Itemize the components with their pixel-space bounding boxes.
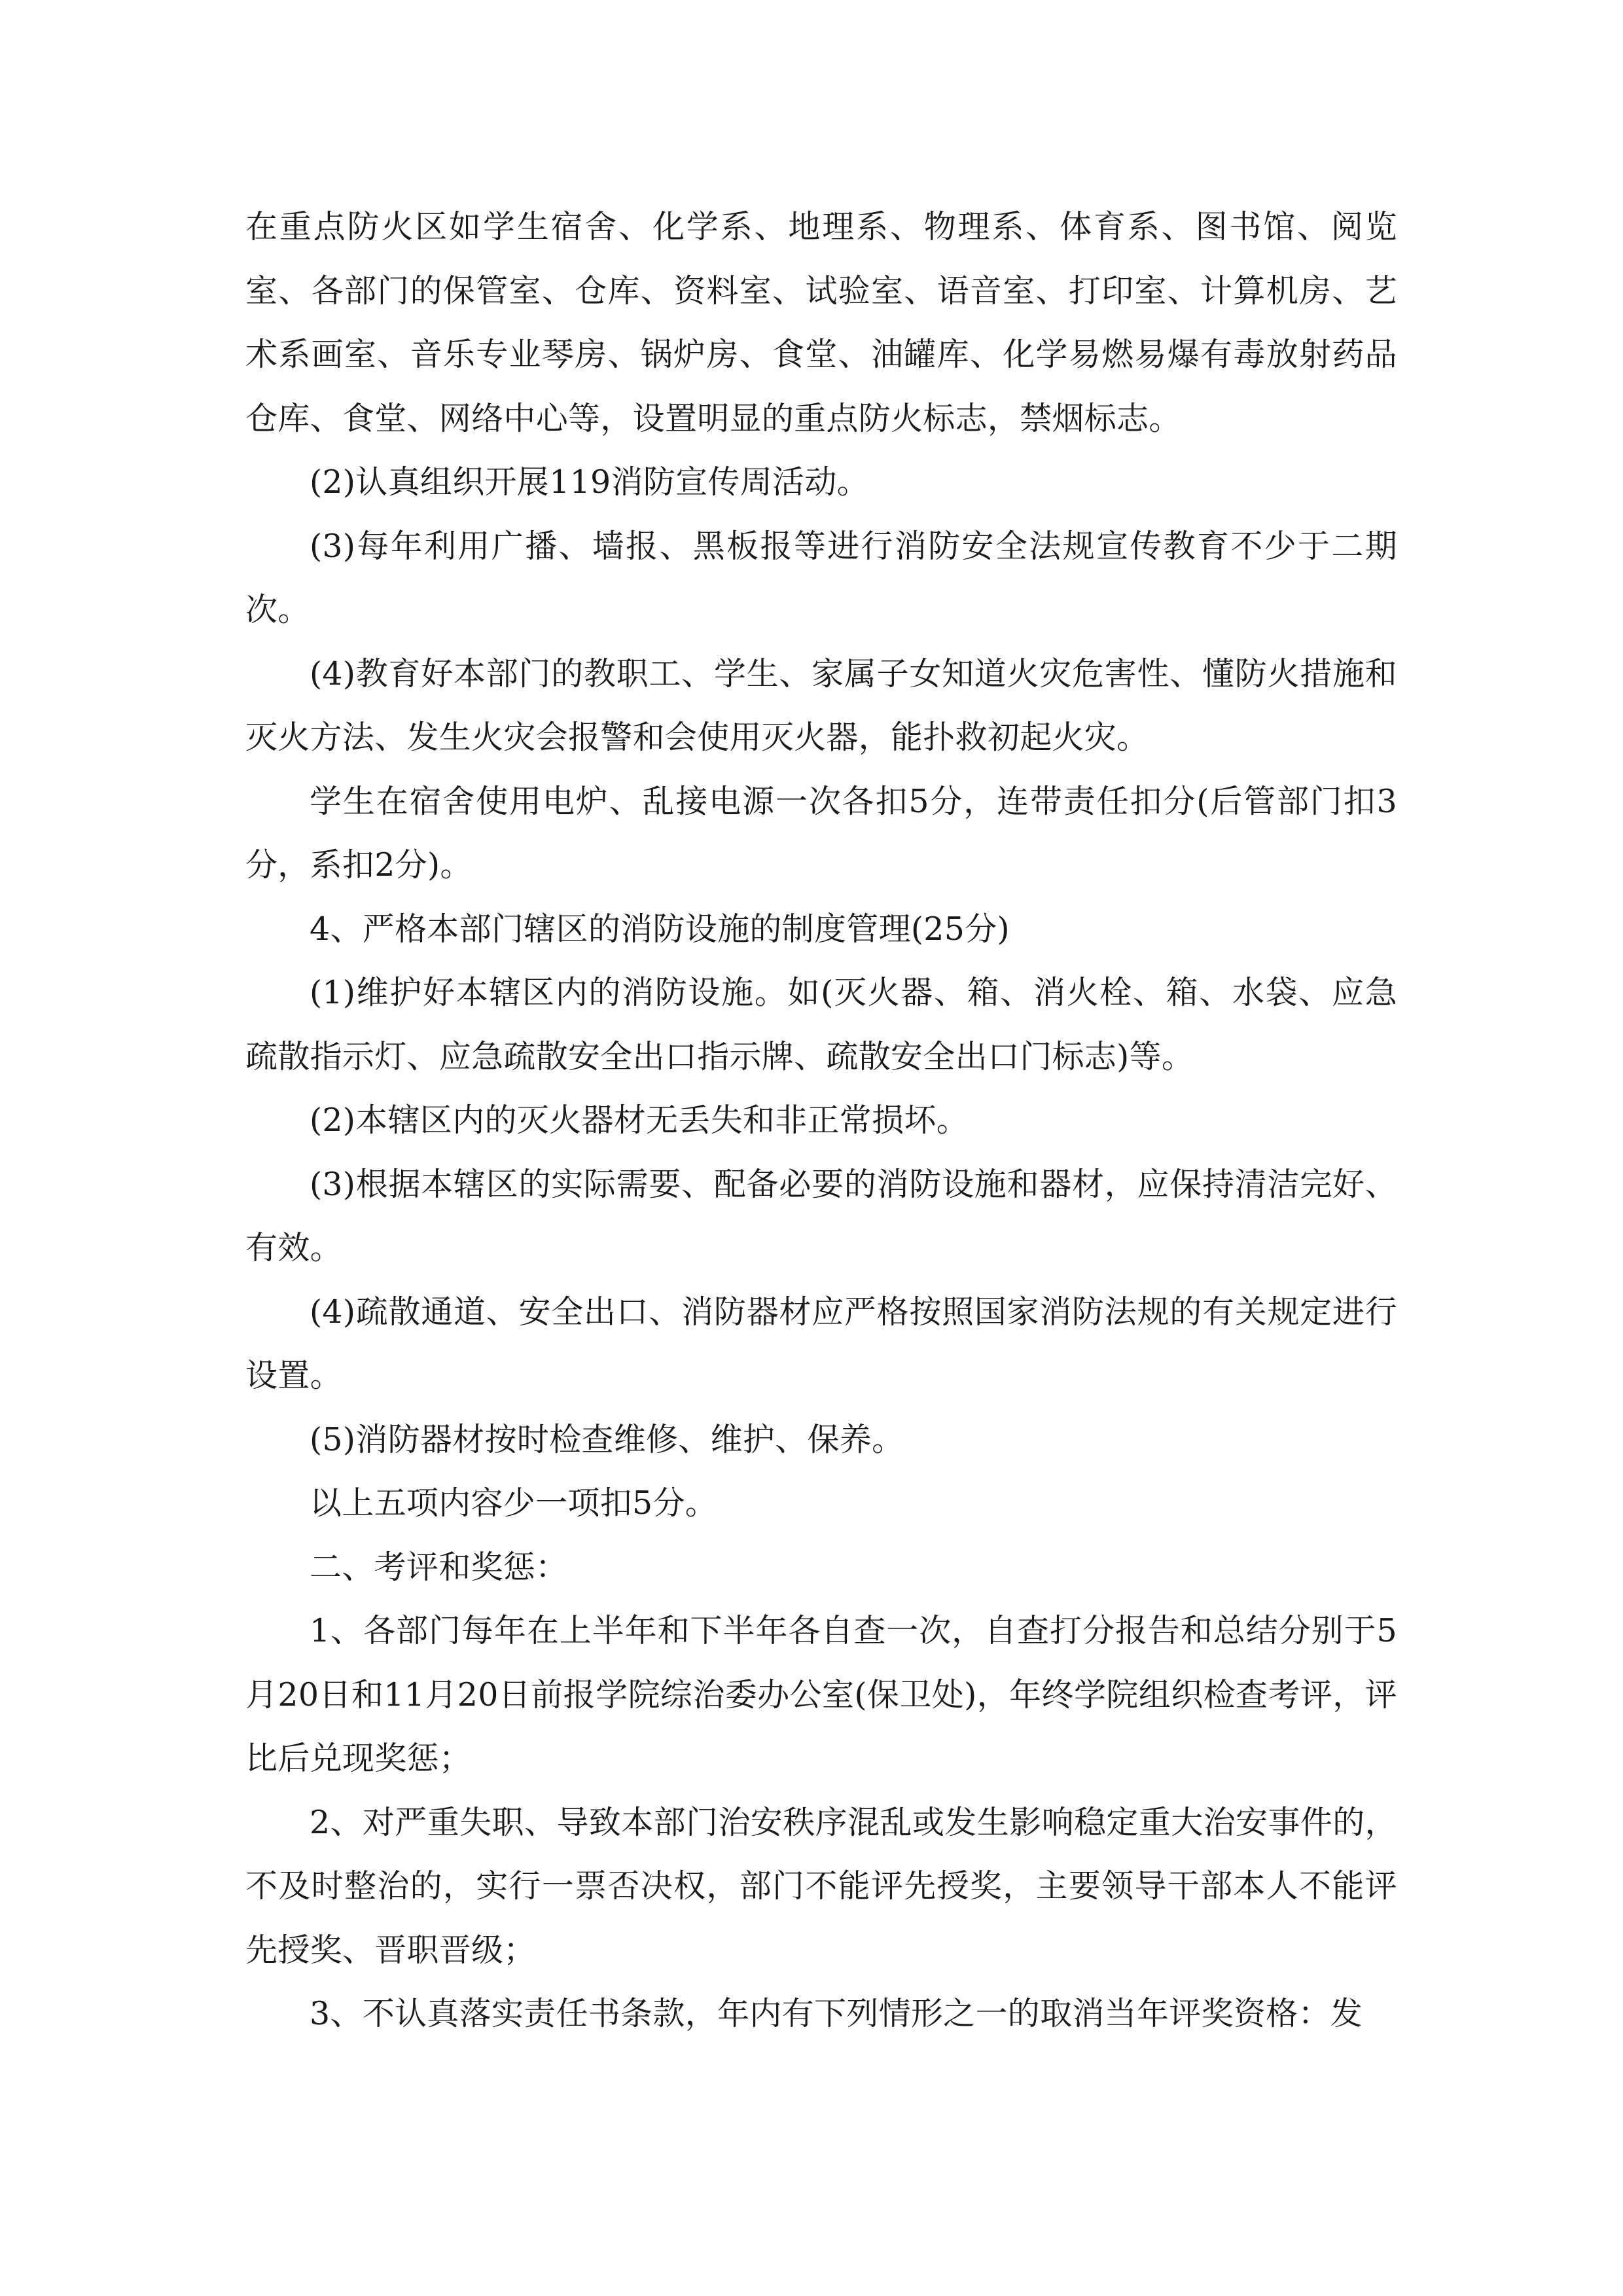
paragraph-facility-item-3: (3)根据本辖区的实际需要、配备必要的消防设施和器材，应保持清洁完好、有效。	[245, 1165, 1397, 1266]
paragraph-dorm-penalty: 学生在宿舍使用电炉、乱接电源一次各扣5分，连带责任扣分(后管部门扣3分，系扣2分)。	[245, 782, 1397, 884]
section-heading-4-facilities: 4、严格本部门辖区的消防设施的制度管理(25分)	[310, 910, 1010, 948]
paragraph-evaluation-2: 2、对严重失职、导致本部门治安秩序混乱或发生影响稳定重大治安事件的，不及时整治的，实行一票否决权，部门不能评先授奖，主要领导干部本人不能评先授奖、晋职晋级；	[245, 1803, 1397, 1969]
paragraph-facility-item-2: (2)本辖区内的灭火器材无丢失和非正常损坏。	[310, 1102, 969, 1139]
paragraph-evaluation-1: 1、各部门每年在上半年和下半年各自查一次，自查打分报告和总结分别于5月20日和11月20日前报学院综治委办公室(保卫处)，年终学院组织检查考评，评比后兑现奖惩；	[245, 1612, 1397, 1777]
paragraph-facility-item-4: (4)疏散通道、安全出口、消防器材应严格按照国家消防法规的有关规定进行设置。	[245, 1293, 1397, 1394]
paragraph-item-2-fire-week: (2)认真组织开展119消防宣传周活动。	[310, 463, 869, 501]
paragraph-facility-item-1: (1)维护好本辖区内的消防设施。如(灭火器、箱、消火栓、箱、水袋、应急疏散指示灯、应急疏散安全出口指示牌、疏散安全出口门标志)等。	[245, 974, 1397, 1075]
paragraph-item-4-education: (4)教育好本部门的教职工、学生、家属子女知道火灾危害性、懂防火措施和灭火方法、发生火灾会报警和会使用灭火器，能扑救初起火灾。	[245, 655, 1397, 756]
paragraph-evaluation-3: 3、不认真落实责任书条款，年内有下列情形之一的取消当年评奖资格：发	[310, 1995, 1363, 2032]
document-body	[245, 195, 1397, 2046]
section-heading-evaluation: 二、考评和奖惩：	[310, 1548, 568, 1586]
paragraph-fire-zones: 在重点防火区如学生宿舍、化学系、地理系、物理系、体育系、图书馆、阅览室、各部门的保管室、仓库、资料室、试验室、语音室、打印室、计算机房、艺术系画室、音乐专业琴房、锅炉房、食堂、油罐库、化学易燃易爆有毒放射药品仓库、食堂、网络中心等，设置明显的重点防火标志，禁烟标志。	[245, 208, 1397, 437]
paragraph-facility-penalty: 以上五项内容少一项扣5分。	[310, 1484, 718, 1522]
paragraph-item-3-publicity: (3)每年利用广播、墙报、黑板报等进行消防安全法规宣传教育不少于二期次。	[245, 527, 1397, 628]
paragraph-facility-item-5: (5)消防器材按时检查维修、维护、保养。	[310, 1420, 904, 1458]
